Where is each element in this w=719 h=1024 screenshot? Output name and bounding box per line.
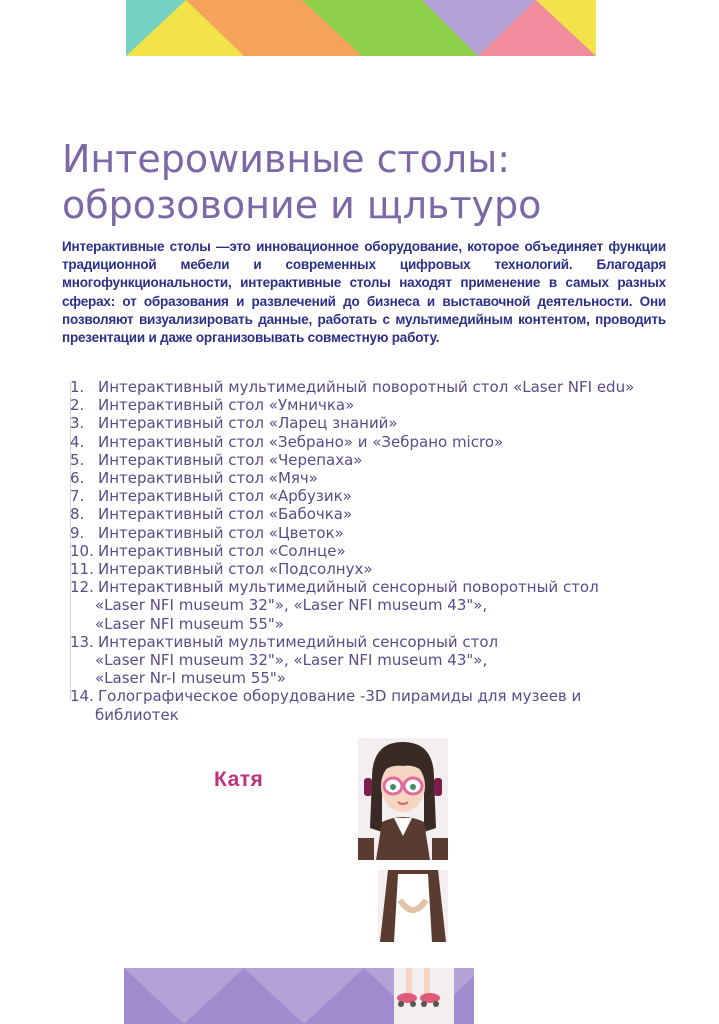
list-item-number: 8. xyxy=(70,505,85,524)
list-item-text: Интерактивный стол «Подсолнух» xyxy=(98,560,373,579)
list-item-text: Интерактивный стол «Мяч» xyxy=(98,469,318,488)
list-item-text: Интерактивный стол «Черепаха» xyxy=(98,450,363,469)
list-item-number: 2. xyxy=(70,396,85,415)
page-title-line-1: Интероwивные столы: xyxy=(62,137,511,181)
character-illustration-upper xyxy=(358,738,448,860)
page-title xyxy=(62,136,682,228)
list-item xyxy=(64,633,664,688)
list-item-text: «Laser NFI museum 32"», «Laser NFI museum 43"», xyxy=(95,596,488,615)
list-item-text: Интерактивный мультимедийный поворотный стол «Laser NFI edu» xyxy=(98,378,635,396)
bottom-decorative-band xyxy=(124,968,474,1024)
list-item-number: 12. xyxy=(70,578,94,597)
list-item-text: Интерактивный мультимедийный сенсорный поворотный стол xyxy=(98,578,599,597)
list-item-text: Интерактивный стол «Зебрано» и «Зебрано micro» xyxy=(98,432,504,451)
list-item-number: 5. xyxy=(70,450,85,469)
list-item xyxy=(64,469,664,487)
list-item-number: 14. xyxy=(70,687,94,706)
list-item-text: «Laser Nr-I museum 55"» xyxy=(95,669,286,688)
list-item-number: 13. xyxy=(70,632,94,651)
list-item-text: Интерактивный стол «Цветок» xyxy=(98,523,344,542)
list-item xyxy=(64,687,664,723)
list-item xyxy=(64,578,664,633)
list-item xyxy=(64,505,664,523)
list-item-text: Интерактивный стол «Бабочка» xyxy=(98,505,353,524)
list-item xyxy=(64,451,664,469)
list-item xyxy=(64,542,664,560)
character-illustration-lower xyxy=(378,870,448,942)
list-item-text: Интерактивный стол «Ларец знаний» xyxy=(98,414,398,433)
list-item-number: 1. xyxy=(70,378,85,396)
list-item xyxy=(64,524,664,542)
list-item xyxy=(64,396,664,414)
list-item-number: 9. xyxy=(70,523,85,542)
list-item-text: Голографическое оборудование -3D пирамиды для музеев и xyxy=(98,687,582,706)
top-decorative-band xyxy=(126,0,596,56)
list-item-text: Интерактивный стол «Арбузик» xyxy=(98,487,352,506)
tables-list xyxy=(64,378,664,724)
list-item-text: «Laser NFI museum 32"», «Laser NFI museum 43"», xyxy=(95,651,488,670)
list-item xyxy=(64,378,664,396)
list-item-text: Интерактивный стол «Солнце» xyxy=(98,541,346,560)
list-item xyxy=(64,414,664,432)
list-item xyxy=(64,487,664,505)
list-item-number: 4. xyxy=(70,432,85,451)
list-item-text: «Laser NFI museum 55"» xyxy=(95,614,284,633)
page-title-line-2: оброзовоние и щльтуро xyxy=(62,183,542,227)
list-item-text: Интерактивный стол «Умничка» xyxy=(98,396,355,415)
intro-paragraph: Интерактивные столы —это инновационное оборудование, которое объединяет функции традиционной мебели и современных цифровых технологий. Благодаря многофункциональности, интерактивные столы находят применение в самых разных сферах: от образования и развлечений до бизнеса и выставочной деятельности. Они позволяют визуализировать данные, работать с мультимедийным контентом, проводить презентации и даже организовывать совместную работу. xyxy=(62,239,666,346)
list-item-text: библиотек xyxy=(95,705,179,724)
list-item-number: 7. xyxy=(70,487,85,506)
list-item-number: 10. xyxy=(70,541,94,560)
list-item-number: 3. xyxy=(70,414,85,433)
list-item-number: 11. xyxy=(70,560,94,579)
list-item-text: Интерактивный мультимедийный сенсорный стол xyxy=(98,632,499,651)
list-item xyxy=(64,433,664,451)
list-item xyxy=(64,560,664,578)
list-item-number: 6. xyxy=(70,469,85,488)
character-label: Катя xyxy=(214,768,264,791)
